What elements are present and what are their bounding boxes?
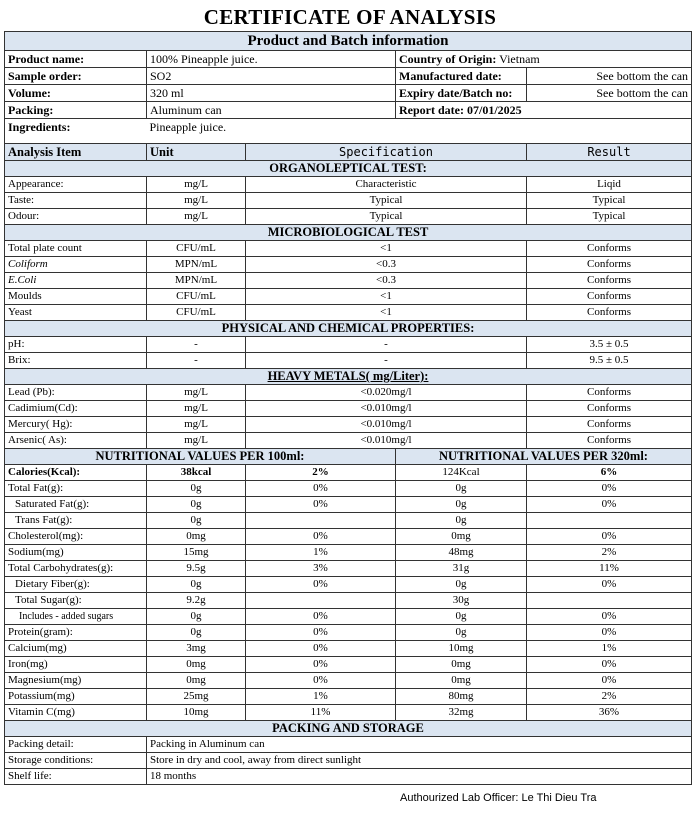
heavy-result: Conforms <box>527 433 692 449</box>
physical-unit: - <box>147 353 246 369</box>
nutrition-v320: 0g <box>396 609 527 625</box>
nutrition-v320: 30g <box>396 593 527 609</box>
nutrition-v320: 10mg <box>396 641 527 657</box>
organoleptic-unit: mg/L <box>147 177 246 193</box>
ingredients-label: Ingredients: <box>5 119 147 144</box>
nutrition-v100: 0mg <box>147 529 246 545</box>
heavy-row <box>5 433 692 449</box>
nutrition-p100 <box>246 593 396 609</box>
nutrition-v320: 32mg <box>396 705 527 721</box>
micro-item: Coliform <box>5 257 147 273</box>
micro-unit: CFU/mL <box>147 305 246 321</box>
nutrition-v320: 0mg <box>396 657 527 673</box>
product-name-value: 100% Pineapple juice. <box>147 51 396 68</box>
volume-value: 320 ml <box>147 85 396 102</box>
organoleptic-unit: mg/L <box>147 209 246 225</box>
nutrition-v100: 0g <box>147 609 246 625</box>
heavy-item: Arsenic( As): <box>5 433 147 449</box>
nutrition-p100: 11% <box>246 705 396 721</box>
nutrition-v320: 0g <box>396 625 527 641</box>
packing-label: Packing: <box>5 102 147 119</box>
packing-storage-label: Packing detail: <box>5 737 147 753</box>
organoleptic-row <box>5 177 692 193</box>
nutrition-p100: 1% <box>246 689 396 705</box>
micro-spec: <1 <box>246 289 527 305</box>
origin-value: Vietnam <box>496 52 540 66</box>
nutrition-v100: 9.2g <box>147 593 246 609</box>
nutrition-v320: 0mg <box>396 529 527 545</box>
nutrition-row <box>5 689 692 705</box>
nutrition-row <box>5 593 692 609</box>
micro-section-title: MICROBIOLOGICAL TEST <box>5 225 692 241</box>
nutrition-v320: 0mg <box>396 673 527 689</box>
physical-row <box>5 337 692 353</box>
header-result: Result <box>527 144 692 161</box>
report-date: Report date: 07/01/2025 <box>396 102 692 119</box>
nutrition-row <box>5 513 692 529</box>
nutrition-p100: 3% <box>246 561 396 577</box>
organoleptic-section-header <box>5 161 692 177</box>
heavy-unit: mg/L <box>147 417 246 433</box>
nutrition-p320: 0% <box>527 497 692 513</box>
nutrition-item: Vitamin C(mg) <box>5 705 147 721</box>
nutrition-v320: 0g <box>396 481 527 497</box>
nutrition-p320: 0% <box>527 577 692 593</box>
micro-result: Conforms <box>527 305 692 321</box>
nutrition-p320: 11% <box>527 561 692 577</box>
nutrition-p320 <box>527 593 692 609</box>
nutrition-item: Saturated Fat(g): <box>5 497 147 513</box>
micro-row <box>5 241 692 257</box>
micro-spec: <0.3 <box>246 273 527 289</box>
nutrition-p100: 0% <box>246 497 396 513</box>
product-section-title: Product and Batch information <box>5 32 692 51</box>
packing-section-header <box>5 721 692 737</box>
heavy-unit: mg/L <box>147 401 246 417</box>
physical-unit: - <box>147 337 246 353</box>
heavy-section-title: HEAVY METALS( mg/Liter): <box>5 369 692 385</box>
nutrition-p320: 1% <box>527 641 692 657</box>
nutrition-v100: 0g <box>147 497 246 513</box>
nutrition-item: Dietary Fiber(g): <box>5 577 147 593</box>
nutrition-row <box>5 625 692 641</box>
nutrition-p320: 0% <box>527 609 692 625</box>
manufactured-label: Manufactured date: <box>396 68 527 85</box>
nutrition-v320: 80mg <box>396 689 527 705</box>
nutrition-v100: 38kcal <box>147 465 246 481</box>
nutrition-v100: 3mg <box>147 641 246 657</box>
nutrition-v100: 25mg <box>147 689 246 705</box>
micro-result: Conforms <box>527 289 692 305</box>
nutrition-item: Iron(mg) <box>5 657 147 673</box>
micro-unit: MPN/mL <box>147 273 246 289</box>
volume-row <box>5 85 692 102</box>
nutrition-v100: 9.5g <box>147 561 246 577</box>
nutrition-p320: 0% <box>527 657 692 673</box>
nutrition-v100: 15mg <box>147 545 246 561</box>
nutrition-row <box>5 481 692 497</box>
nutrition-item: Cholesterol(mg): <box>5 529 147 545</box>
heavy-item: Lead (Pb): <box>5 385 147 401</box>
heavy-spec: <0.020mg/l <box>246 385 527 401</box>
nutrition-item: Trans Fat(g): <box>5 513 147 529</box>
heavy-spec: <0.010mg/l <box>246 417 527 433</box>
nutrition-row <box>5 529 692 545</box>
organoleptic-spec: Typical <box>246 209 527 225</box>
ingredients-row <box>5 119 692 144</box>
nutrition-p320: 0% <box>527 673 692 689</box>
analysis-header-row <box>5 144 692 161</box>
packing-value: Aluminum can <box>147 102 396 119</box>
packing-storage-value: Store in dry and cool, away from direct sunlight <box>147 753 692 769</box>
micro-spec: <0.3 <box>246 257 527 273</box>
packing-storage-label: Shelf life: <box>5 769 147 785</box>
physical-result: 3.5 ± 0.5 <box>527 337 692 353</box>
packing-storage-value: Packing in Aluminum can <box>147 737 692 753</box>
heavy-spec: <0.010mg/l <box>246 433 527 449</box>
nutrition-row <box>5 641 692 657</box>
nutrition-item: Potassium(mg) <box>5 689 147 705</box>
nutrition-v320: 0g <box>396 513 527 529</box>
organoleptic-spec: Typical <box>246 193 527 209</box>
nutrition-p320 <box>527 513 692 529</box>
packing-info-row <box>5 102 692 119</box>
nutrition-p100: 0% <box>246 641 396 657</box>
micro-unit: CFU/mL <box>147 241 246 257</box>
nutrition-p320: 0% <box>527 529 692 545</box>
physical-item: Brix: <box>5 353 147 369</box>
product-section-header <box>5 32 692 51</box>
nutrition-item: Calories(Kcal): <box>5 465 147 481</box>
nutrition-item: Total Sugar(g): <box>5 593 147 609</box>
micro-item: Yeast <box>5 305 147 321</box>
nutrition-p320: 2% <box>527 689 692 705</box>
organoleptic-result: Liqid <box>527 177 692 193</box>
physical-section-title: PHYSICAL AND CHEMICAL PROPERTIES: <box>5 321 692 337</box>
nutrition-p100: 1% <box>246 545 396 561</box>
nutrition-v100: 0mg <box>147 657 246 673</box>
ingredients-value: Pineapple juice. <box>147 119 692 144</box>
nutrition-v100: 10mg <box>147 705 246 721</box>
heavy-row <box>5 385 692 401</box>
nutrition-row <box>5 657 692 673</box>
micro-unit: MPN/mL <box>147 257 246 273</box>
volume-label: Volume: <box>5 85 147 102</box>
sample-row <box>5 68 692 85</box>
packing-storage-value: 18 months <box>147 769 692 785</box>
heavy-item: Cadimium(Cd): <box>5 401 147 417</box>
heavy-section-header <box>5 369 692 385</box>
product-row <box>5 51 692 68</box>
nutrition-row <box>5 705 692 721</box>
organoleptic-unit: mg/L <box>147 193 246 209</box>
nutrition-v320: 124Kcal <box>396 465 527 481</box>
heavy-unit: mg/L <box>147 433 246 449</box>
micro-row <box>5 305 692 321</box>
nutrition-v100: 0g <box>147 577 246 593</box>
nutrition-row <box>5 545 692 561</box>
nutrition-p320: 6% <box>527 465 692 481</box>
micro-result: Conforms <box>527 241 692 257</box>
organoleptic-row <box>5 209 692 225</box>
micro-spec: <1 <box>246 305 527 321</box>
micro-spec: <1 <box>246 241 527 257</box>
physical-row <box>5 353 692 369</box>
nutrition-header <box>5 449 692 465</box>
nutrition-p100: 0% <box>246 625 396 641</box>
micro-result: Conforms <box>527 257 692 273</box>
heavy-result: Conforms <box>527 385 692 401</box>
heavy-result: Conforms <box>527 417 692 433</box>
micro-result: Conforms <box>527 273 692 289</box>
manufactured-value: See bottom the can <box>527 68 692 85</box>
nutrition-p100: 0% <box>246 609 396 625</box>
nutrition-p320: 0% <box>527 625 692 641</box>
nutrition-p320: 0% <box>527 481 692 497</box>
physical-section-header <box>5 321 692 337</box>
nutrition-v100: 0g <box>147 481 246 497</box>
nutrition-row <box>5 577 692 593</box>
micro-unit: CFU/mL <box>147 289 246 305</box>
nutrition-item: Includes - added sugars <box>5 609 147 625</box>
nutrition-row <box>5 561 692 577</box>
micro-item: Moulds <box>5 289 147 305</box>
organoleptic-item: Appearance: <box>5 177 147 193</box>
nutrition-320ml-title: NUTRITIONAL VALUES PER 320ml: <box>396 449 692 465</box>
header-specification: Specification <box>246 144 527 161</box>
nutrition-v320: 0g <box>396 497 527 513</box>
physical-spec: - <box>246 353 527 369</box>
expiry-value: See bottom the can <box>527 85 692 102</box>
micro-row <box>5 257 692 273</box>
nutrition-p100: 0% <box>246 577 396 593</box>
micro-row <box>5 273 692 289</box>
packing-storage-row <box>5 737 692 753</box>
micro-item: Total plate count <box>5 241 147 257</box>
packing-storage-row <box>5 753 692 769</box>
heavy-row <box>5 401 692 417</box>
organoleptic-spec: Characteristic <box>246 177 527 193</box>
micro-section-header <box>5 225 692 241</box>
origin-label: Country of Origin: <box>399 52 497 66</box>
product-name-label: Product name: <box>5 51 147 68</box>
nutrition-item: Magnesium(mg) <box>5 673 147 689</box>
physical-spec: - <box>246 337 527 353</box>
organoleptic-result: Typical <box>527 193 692 209</box>
sample-label: Sample order: <box>5 68 147 85</box>
nutrition-100ml-title: NUTRITIONAL VALUES PER 100ml: <box>5 449 396 465</box>
nutrition-p100: 0% <box>246 657 396 673</box>
micro-row <box>5 289 692 305</box>
organoleptic-item: Taste: <box>5 193 147 209</box>
nutrition-item: Total Fat(g): <box>5 481 147 497</box>
coa-table <box>4 31 692 785</box>
heavy-item: Mercury( Hg): <box>5 417 147 433</box>
organoleptic-row <box>5 193 692 209</box>
header-unit: Unit <box>147 144 246 161</box>
nutrition-item: Protein(gram): <box>5 625 147 641</box>
nutrition-row <box>5 465 692 481</box>
nutrition-item: Sodium(mg) <box>5 545 147 561</box>
organoleptic-result: Typical <box>527 209 692 225</box>
expiry-label: Expiry date/Batch no: <box>396 85 527 102</box>
nutrition-v320: 48mg <box>396 545 527 561</box>
physical-item: pH: <box>5 337 147 353</box>
heavy-unit: mg/L <box>147 385 246 401</box>
physical-result: 9.5 ± 0.5 <box>527 353 692 369</box>
nutrition-p320: 36% <box>527 705 692 721</box>
header-analysis-item: Analysis Item <box>5 144 147 161</box>
organoleptic-item: Odour: <box>5 209 147 225</box>
nutrition-p100: 0% <box>246 673 396 689</box>
nutrition-p100: 0% <box>246 529 396 545</box>
nutrition-v100: 0mg <box>147 673 246 689</box>
nutrition-v100: 0g <box>147 625 246 641</box>
nutrition-p100 <box>246 513 396 529</box>
nutrition-p320: 2% <box>527 545 692 561</box>
packing-section-title: PACKING AND STORAGE <box>5 721 692 737</box>
heavy-row <box>5 417 692 433</box>
nutrition-row <box>5 497 692 513</box>
packing-storage-label: Storage conditions: <box>5 753 147 769</box>
micro-item: E.Coli <box>5 273 147 289</box>
nutrition-item: Total Carbohydrates(g): <box>5 561 147 577</box>
nutrition-row <box>5 609 692 625</box>
heavy-spec: <0.010mg/l <box>246 401 527 417</box>
lab-officer: Authourized Lab Officer: Le Thi Dieu Tra <box>400 792 597 804</box>
nutrition-p100: 0% <box>246 481 396 497</box>
nutrition-item: Calcium(mg) <box>5 641 147 657</box>
nutrition-v320: 31g <box>396 561 527 577</box>
nutrition-v100: 0g <box>147 513 246 529</box>
document-title: CERTIFICATE OF ANALYSIS <box>203 5 497 29</box>
nutrition-p100: 2% <box>246 465 396 481</box>
packing-storage-row <box>5 769 692 785</box>
sample-value: SO2 <box>147 68 396 85</box>
nutrition-v320: 0g <box>396 577 527 593</box>
heavy-result: Conforms <box>527 401 692 417</box>
organoleptic-section-title: ORGANOLEPTICAL TEST: <box>5 161 692 177</box>
origin-cell <box>396 51 692 68</box>
nutrition-row <box>5 673 692 689</box>
